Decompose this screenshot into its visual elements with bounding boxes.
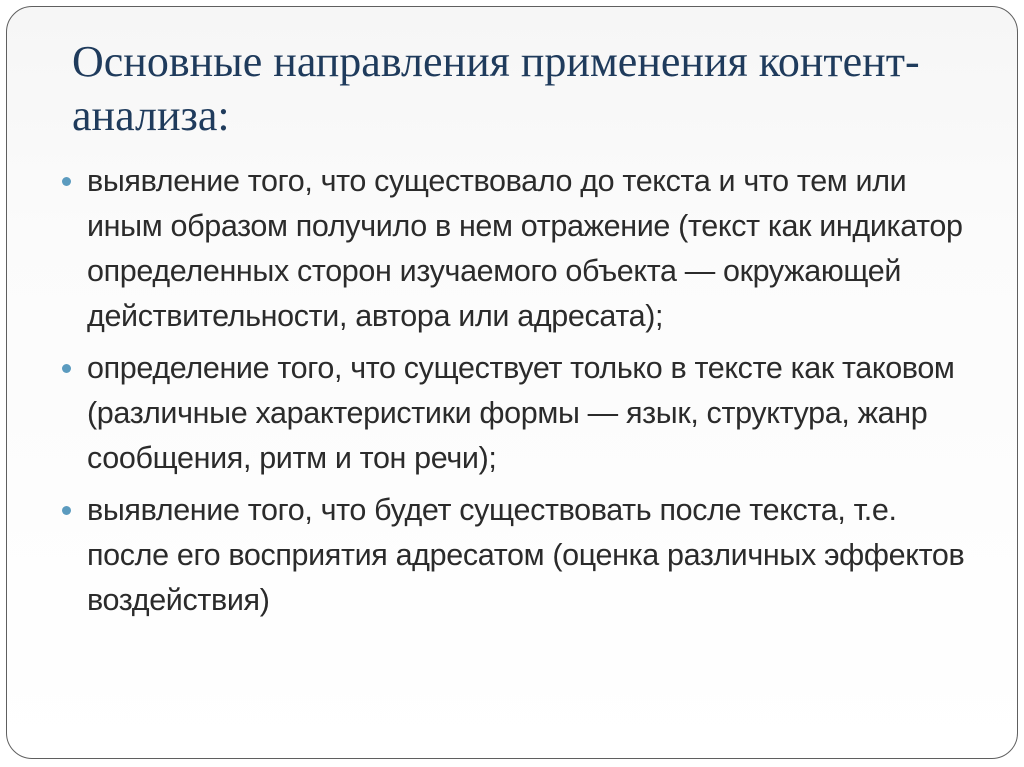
bullet-text: выявление того, что будет существовать после текста, т.е. после его восприятия адресатом (оценка различных эффектов воздействия) [87, 493, 965, 617]
bullet-dot-icon [62, 364, 71, 373]
list-item [62, 346, 982, 481]
bullet-text: определение того, что существует только в тексте как таковом (различные характеристики формы — язык, структура, жанр сообщения, ритм и тон речи); [87, 351, 955, 475]
list-item [62, 488, 982, 623]
slide-title: Основные направления применения контент-анализа: [72, 37, 920, 140]
list-item [62, 159, 982, 339]
bullet-dot-icon [62, 506, 71, 515]
slide-frame [6, 6, 1018, 759]
bullet-list [62, 159, 982, 630]
bullet-text: выявление того, что существовало до текста и что тем или иным образом получило в нем отражение (текст как индикатор определенных сторон изучаемого объекта — окружающей действительности, автора или адресата); [87, 164, 963, 333]
bullet-dot-icon [62, 177, 71, 186]
